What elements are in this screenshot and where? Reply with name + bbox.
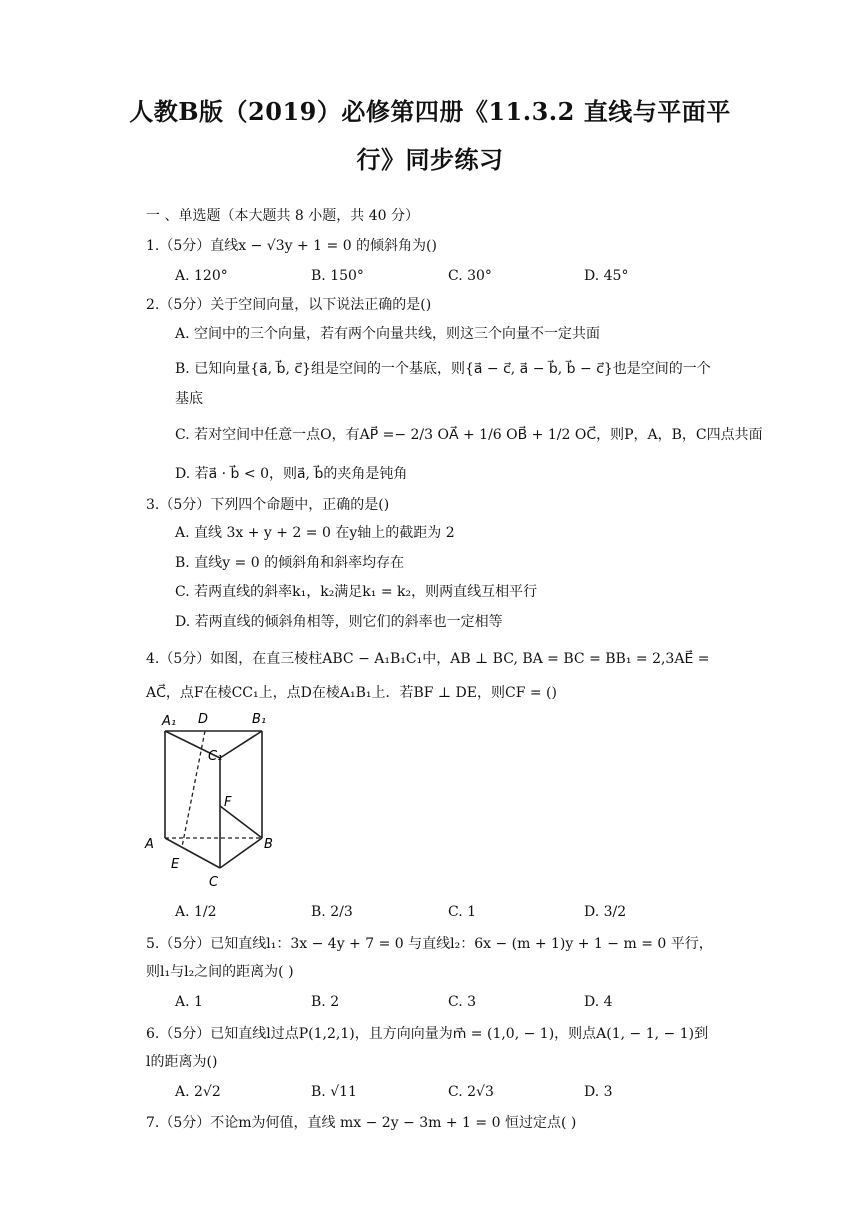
label-d: D — [198, 712, 209, 727]
label-a1: A₁ — [162, 714, 177, 729]
question-5-choice-c: C. 3 — [448, 994, 477, 1010]
label-f: F — [224, 795, 232, 810]
question-6-choice-d: D. 3 — [584, 1084, 613, 1100]
question-2-stem: 2.（5分）关于空间向量，以下说法正确的是() — [146, 297, 432, 313]
section-heading: 一 、单选题（本大题共 8 小题，共 40 分） — [146, 208, 419, 224]
question-3-stem: 3.（5分）下列四个命题中，正确的是() — [146, 497, 390, 513]
question-5-stem-line-1: 5.（5分）已知直线l₁：3x − 4y + 7 = 0 与直线l₂：6x − (m + 1)y + 1 − m = 0 平行， — [146, 936, 713, 952]
question-1-choice-d: D. 45° — [584, 268, 629, 284]
triangular-prism-diagram — [140, 708, 290, 898]
question-1-stem: 1.（5分）直线x − √3y + 1 = 0 的倾斜角为() — [146, 238, 437, 254]
label-a: A — [145, 837, 154, 852]
question-4-choice-a: A. 1/2 — [175, 904, 217, 920]
question-2-option-d: D. 若a⃗ · b⃗ < 0，则a⃗, b⃗的夹角是钝角 — [175, 466, 408, 482]
question-2-option-c: C. 若对空间中任意一点O，有AP⃗ =− 2/3 OA⃗ + 1/6 OB⃗ + 1/2 OC⃗，则P，A，B，C四点共面 — [175, 427, 763, 443]
question-4-stem-line-1: 4.（5分）如图，在直三棱柱ABC − A₁B₁C₁中，AB ⊥ BC, BA = BC = BB₁ = 2,3AE⃗ = — [146, 651, 710, 667]
question-3-option-a: A. 直线 3x + y + 2 = 0 在y轴上的截距为 2 — [175, 525, 455, 541]
page-title-line-2: 行》同步练习 — [356, 145, 504, 174]
question-4-stem-line-2: AC⃗，点F在棱CC₁上，点D在棱A₁B₁上．若BF ⊥ DE，则CF = () — [146, 685, 557, 701]
question-3-option-d: D. 若两直线的倾斜角相等，则它们的斜率也一定相等 — [175, 614, 503, 630]
question-2-option-a: A. 空间中的三个向量，若有两个向量共线，则这三个向量不一定共面 — [175, 326, 601, 342]
question-4-choice-c: C. 1 — [448, 904, 477, 920]
question-1-choice-c: C. 30° — [448, 268, 492, 284]
question-1-choice-a: A. 120° — [175, 268, 228, 284]
question-6-stem-line-1: 6.（5分）已知直线l过点P(1,2,1)，且方向向量为m⃗ = (1,0, − 1)，则点A(1, − 1, − 1)到 — [146, 1026, 709, 1042]
question-5-choice-d: D. 4 — [584, 994, 613, 1010]
question-6-choice-a: A. 2√2 — [175, 1084, 221, 1100]
question-2-option-b-continued: 基底 — [175, 391, 203, 407]
question-5-choice-a: A. 1 — [175, 994, 203, 1010]
page-title-line-1: 人教B版（2019）必修第四册《11.3.2 直线与平面平 — [129, 97, 731, 126]
question-5-choice-b: B. 2 — [311, 994, 340, 1010]
question-1-choice-b: B. 150° — [311, 268, 364, 284]
question-3-option-c: C. 若两直线的斜率k₁，k₂满足k₁ = k₂，则两直线互相平行 — [175, 584, 538, 600]
label-c1: C₁ — [208, 749, 223, 764]
question-6-choice-b: B. √11 — [311, 1084, 357, 1100]
question-3-option-b: B. 直线y = 0 的倾斜角和斜率均存在 — [175, 555, 405, 571]
question-4-choice-d: D. 3/2 — [584, 904, 627, 920]
question-2-option-b: B. 已知向量{a⃗, b⃗, c⃗}组是空间的一个基底，则{a⃗ − c⃗, a⃗ − b⃗, b⃗ − c⃗}也是空间的一个 — [175, 361, 711, 377]
prism-figure — [140, 708, 290, 898]
label-c: C — [209, 875, 219, 890]
label-b: B — [264, 837, 273, 852]
question-4-choice-b: B. 2/3 — [311, 904, 353, 920]
question-6-stem-line-2: l的距离为() — [146, 1054, 218, 1070]
question-7-stem: 7.（5分）不论m为何值，直线 mx − 2y − 3m + 1 = 0 恒过定点( ) — [146, 1115, 577, 1131]
question-5-stem-line-2: 则l₁与l₂之间的距离为( ) — [146, 964, 294, 980]
label-b1: B₁ — [252, 712, 267, 727]
question-6-choice-c: C. 2√3 — [448, 1084, 494, 1100]
label-e: E — [171, 857, 180, 872]
